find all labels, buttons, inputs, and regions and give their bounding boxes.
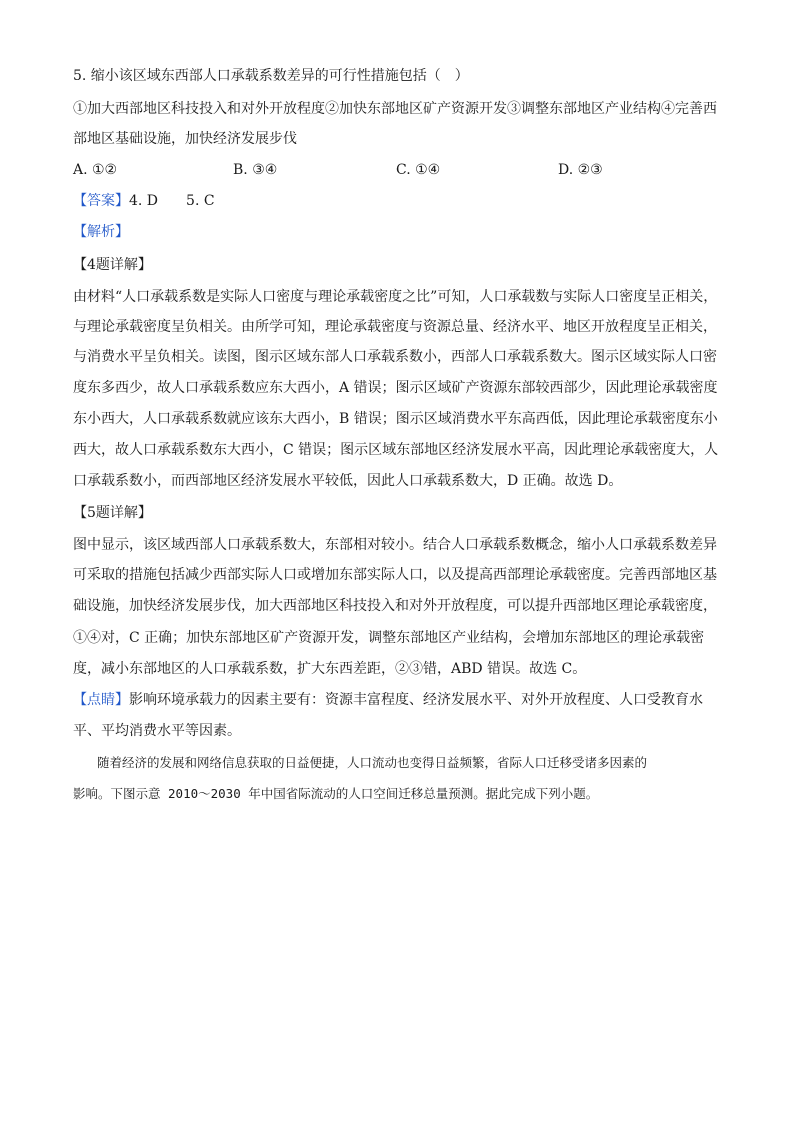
detail4-line: 由材料“人口承载系数是实际人口密度与理论承载密度之比”可知，人口承载数与实际人口密度呈正相关，: [73, 289, 718, 305]
detail4-line: 口承载系数小，而西部地区经济发展水平较低，因此人口承载系数大，D 正确。故选 D。: [73, 473, 623, 489]
detail4-line: 度东多西少，故人口承载系数应东大西小，A 错误；图示区域矿产资源东部较西部少，因此理论承载密度: [73, 380, 718, 396]
detail5-line: 图中显示，该区域西部人口承载系数大，东部相对较小。结合人口承载系数概念，缩小人口承载系数差异: [73, 537, 717, 553]
passage-line-2: 影响。下图示意 2010～2030 年中国省际流动的人口空间迁移总量预测。据此完成下列小题。: [73, 786, 599, 801]
note-row: [73, 690, 723, 710]
detail4-line: 与理论承载密度呈负相关。由所学可知，理论承载密度与资源总量、经济水平、地区开放程度呈正相关，: [73, 319, 717, 335]
question-statement-line-1: ①加大西部地区科技投入和对外开放程度②加快东部地区矿产资源开发③调整东部地区产业结构④完善西: [73, 101, 717, 117]
option-c: C. ①④: [396, 162, 441, 178]
detail4-line: 东小西大，人口承载系数就应该东大西小，B 错误；图示区域消费水平东高西低，因此理论承载密度东小: [73, 411, 718, 427]
detail5-line: ①④对，C 正确；加快东部地区矿产资源开发，调整东部地区产业结构，会增加东部地区的理论承载密: [73, 630, 705, 646]
note-text-line-1: 影响环境承载力的因素主要有：资源丰富程度、经济发展水平、对外开放程度、人口受教育水: [129, 692, 703, 708]
note-tag: 【点睛】: [73, 692, 129, 708]
option-b: B. ③④: [233, 162, 278, 178]
question-statement-line-2: 部地区基础设施，加快经济发展步伐: [73, 131, 297, 147]
answer-row: [73, 191, 723, 211]
answer-tag: 【答案】: [73, 193, 129, 209]
question-stem: 5. 缩小该区域东西部人口承载系数差异的可行性措施包括（ ）: [73, 68, 469, 84]
option-a: A. ①②: [73, 162, 118, 178]
detail5-heading: 【5题详解】: [73, 505, 152, 521]
detail4-heading: 【4题详解】: [73, 257, 152, 273]
analysis-tag: 【解析】: [73, 224, 129, 240]
note-text-line-2: 平、平均消费水平等因素。: [73, 723, 241, 739]
option-d: D. ②③: [558, 162, 603, 178]
detail5-line: 度，减小东部地区的人口承载系数，扩大东西差距，②③错，ABD 错误。故选 C。: [73, 661, 587, 677]
detail5-line: 础设施，加快经济发展步伐，加大西部地区科技投入和对外开放程度，可以提升西部地区理论承载密度，: [73, 598, 717, 614]
answer-text: 4. D 5. C: [129, 193, 215, 209]
detail5-line: 可采取的措施包括减少西部实际人口或增加东部实际人口，以及提高西部理论承载密度。完善西部地区基: [73, 567, 717, 583]
detail4-line: 西大，故人口承载系数东大西小，C 错误；图示区域东部地区经济发展水平高，因此理论承载密度大，人: [73, 442, 719, 458]
analysis-row: [73, 222, 723, 242]
passage-line-1: 随着经济的发展和网络信息获取的日益便捷，人口流动也变得日益频繁，省际人口迁移受诸多因素的: [97, 755, 648, 770]
detail4-line: 与消费水平呈负相关。读图，图示区域东部人口承载系数小，西部人口承载系数大。图示区域实际人口密: [73, 349, 717, 365]
